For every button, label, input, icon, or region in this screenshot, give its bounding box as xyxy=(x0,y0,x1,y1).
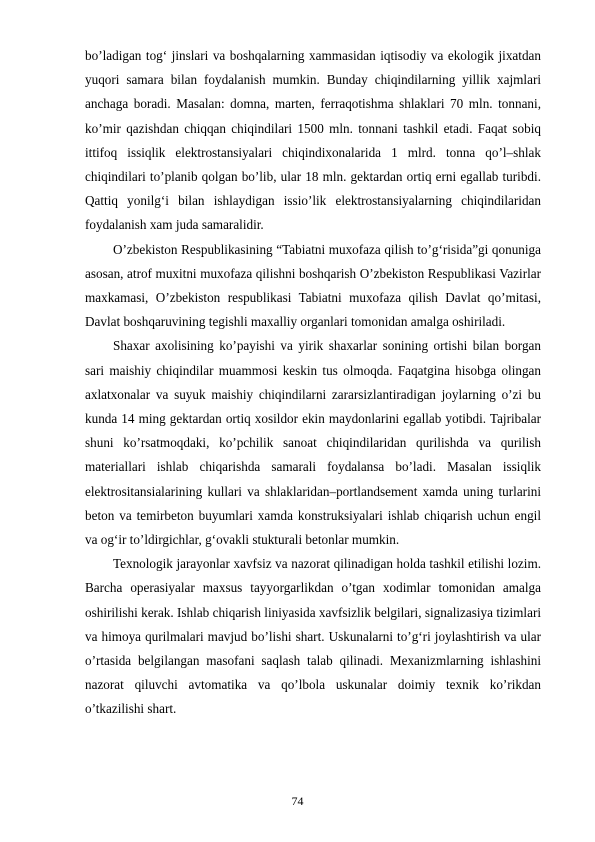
document-body xyxy=(85,44,541,722)
paragraph-process-safety: Texnologik jarayonlar xavfsiz va nazorat qilinadigan holda tashkil etilishi lozim. Barcha operasiyalar maxsus tayyorgarlikdan o’tgan xodimlar tomonidan amalga oshirilishi kerak. Ishlab chiqarish liniyasida xavfsizlik belgilari, signalizasiya tizimlari va himoya qurilmalari mavjud bo’lishi shart. Uskunalarni to’g‘ri joylashtirish va ular o’rtasida belgilangan masofani saqlash talab qilinadi. Mexanizmlarning ishlashini nazorat qiluvchi avtomatika va qo’lbola uskunalar doimiy texnik ko’rikdan o’tkazilishi shart. xyxy=(85,556,541,717)
paragraph-legislation: O’zbekiston Respublikasining “Tabiatni muxofaza qilish to’g‘risida”gi qonuniga asosan, atrof muxitni muxofaza qilishni boshqarish O’zbekiston Respublikasi Vazirlar maxkamasi, O’zbekiston respublikasi Tabiatni muxofaza qilish Davlat qo’mitasi, Davlat boshqaruvining tegishli maxalliy organlari tomonidan amalga oshiriladi. xyxy=(85,241,541,330)
page-number: 74 xyxy=(291,794,304,808)
paragraph-continuation: bo’ladigan tog‘ jinslari va boshqalarning xammasidan iqtisodiy va ekologik jixatdan yuqori samara bilan foydalanish mumkin. Bunday chiqindilarning yillik xajmlari anchaga boradi. Masalan: domna, marten, ferraqotishma shlaklari 70 mln. tonnani, ko’mir qazishdan chiqqan chiqindilari 1500 mln. tonnani tashkil etadi. Faqat sobiq ittifoq issiqlik elektrostansiyalari chiqindixonalarida 1 mlrd. tonna qo’l–shlak chiqindilari to’planib qolgan bo’lib, ular 18 mln. gektardan ortiq erni egallab turibdi. Qattiq yonilg‘i bilan ishlaydigan issio’lik elektrostansiyalarning chiqindilaridan foydalanish xam juda samaralidir. xyxy=(85,48,541,233)
paragraph-household-waste: Shaxar axolisining ko’payishi va yirik shaxarlar sonining ortishi bilan borgan sari maishiy chiqindilar muammosi keskin tus olmoqda. Faqatgina hisobga olingan axlatxonalar va suyuk maishiy chiqindilarni zararsizlantiradigan joylarning o’zi bu kunda 14 ming gektardan ortiq xosildor ekin maydonlarini egallab yotibdi. Tajribalar shuni ko’rsatmoqdaki, ko’pchilik sanoat chiqindilaridan qurilishda va qurilish materiallari ishlab chiqarishda samarali foydalansa bo’ladi. Masalan issiqlik elektrositansialarining kullari va shlaklaridan–portlandsement xamda uning turlarini beton va temirbeton buyumlari xamda konstruksiyalari ishlab chiqarish uchun engil va og‘ir to’ldirgichlar, g‘ovakli stukturali betonlar mumkin. xyxy=(85,338,541,548)
